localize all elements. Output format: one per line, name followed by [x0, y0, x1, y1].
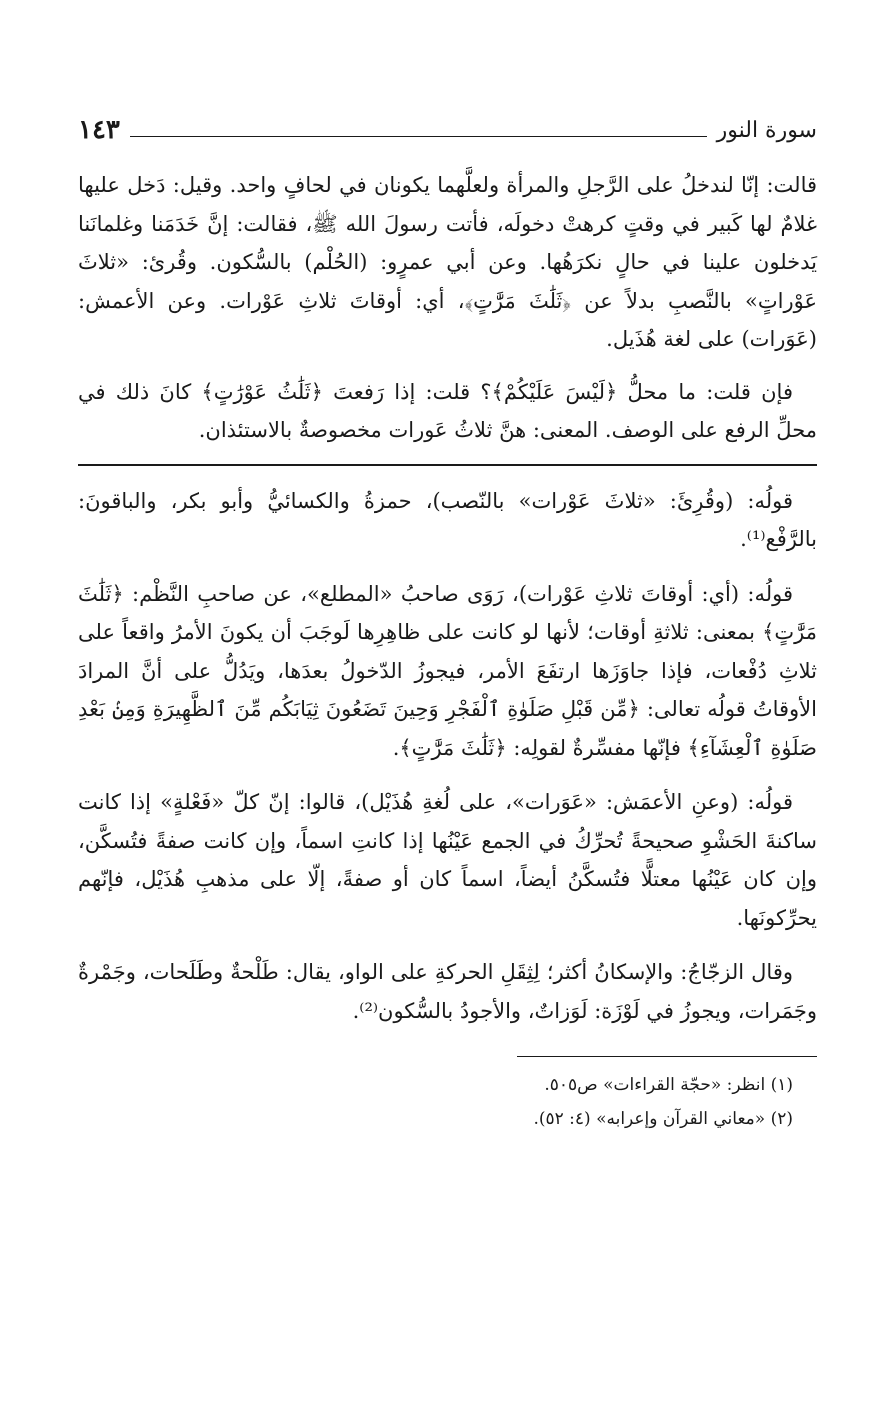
header-rule: [130, 136, 707, 137]
page-number: ١٤٣: [78, 115, 120, 145]
surah-name: سورة النور: [716, 117, 817, 143]
running-header: [78, 112, 817, 148]
footnote-2: (٢) «معاني القرآن وإعرابه» (٤: ٥٢).: [533, 1109, 793, 1129]
main-paragraph-1: قالت: إنّا لندخلُ على الرَّجلِ والمرأة ولعلَّهما يكونان في لحافٍ واحد. وقيل: دَخل عليها غلامٌ لها كَبير في وقتٍ كرهتْ دخولَه، فأتت رسولَ الله ﷺ، فقالت: إنَّ خَدَمَنا وغلمانَنا يَدخلون علينا في حالٍ نكرَهُها. وعن أبي عمرٍو: (الحُلْم) بالسُّكون. وقُرئ: «ثلاثَ عَوْراتٍ» بالنَّصبِ بدلاً عن ﴿ثَلَٰثَ مَرَّٰتٍ﴾، أي: أوقاتَ ثلاثِ عَوْرات. وعن الأعمش: (عَوَرات) على لغة هُذَيل.: [78, 173, 818, 351]
footnote-1: (١) انظر: «حجّة القراءات» ص٥٠٥.: [544, 1075, 793, 1095]
footnote-rule: [517, 1056, 817, 1057]
main-paragraph-2: فإن قلت: ما محلُّ ﴿لَيْسَ عَلَيْكُمْ﴾؟ قلت: إذا رَفعتَ ﴿ثَلَٰثُ عَوْرَٰتٍ﴾ كانَ ذلك في محلِّ الرفع على الوصف. المعنى: هنَّ ثلاثُ عَورات مخصوصةٌ بالاستئذان.: [78, 379, 817, 442]
footnotes: [78, 1071, 817, 1133]
commentary-paragraph-2: قولُه: (أي: أوقاتَ ثلاثِ عَوْرات)، رَوَى صاحبُ «المطلع»، عن صاحبِ النَّظْم: ﴿ثَلَٰثَ مَرَّٰتٍ﴾ بمعنى: ثلاثةِ أوقات؛ لأنها لو كانت على ظاهِرِها لَوجَبَ أن يكونَ الأمرُ واقعاً على ثلاثِ دُفْعات، فإذا جاوَزَها ارتفَعَ الأمر، فيجوزُ الدّخولُ بعدَها، ويَدُلُّ على أنَّ المرادَ الأوقاتُ قولُه تعالى: ﴿مِّن قَبْلِ صَلَوٰةِ ٱلْفَجْرِ وَحِينَ تَضَعُونَ ثِيَابَكُم مِّنَ ٱلظَّهِيرَةِ وَمِنۢ بَعْدِ صَلَوٰةِ ٱلْعِشَآءِ﴾ فإنّها مفسِّرةٌ لقولِه: ﴿ثَلَٰثَ مَرَّٰتٍ﴾.: [78, 581, 817, 760]
commentary-divider: [78, 464, 817, 466]
commentary-paragraph-3: قولُه: (وعنِ الأعمَش: «عَوَرات»، على لُغةِ هُذَيْل)، قالوا: إنّ كلّ «فَعْلةٍ» إذا كانت ساكنةَ الحَشْوِ صحيحةً تُحرِّكُ في الجمع عَيْنُها إذا كانتِ اسماً، وإن كانت صفةً فتُسكَّن، وإن كان عَيْنُها معتلًّا فتُسكَّنُ أيضاً، اسماً كان أو صفةً، إلّا على مذهبِ هُذَيْل، فإنّهم يحرِّكونَها.: [78, 790, 817, 930]
main-text: [78, 166, 817, 450]
commentary-paragraph-4: وقال الزجّاجُ: والإسكانُ أكثر؛ لِثِقَلِ الحركةِ على الواو، يقال: طَلْحةٌ وطَلَحات، وجَمْرةٌ وجَمَرات، ويجوزُ في لَوْزَة: لَوَزاتٌ، والأجودُ بالسُّكون⁽²⁾.: [78, 960, 817, 1023]
commentary: [78, 482, 817, 1031]
commentary-paragraph-1: قولُه: (وقُرِئَ: «ثلاثَ عَوْرات» بالنّصب)، حمزةُ والكسائيُّ وأبو بكر، والباقونَ: بالرَّفْع⁽¹⁾.: [78, 488, 817, 551]
